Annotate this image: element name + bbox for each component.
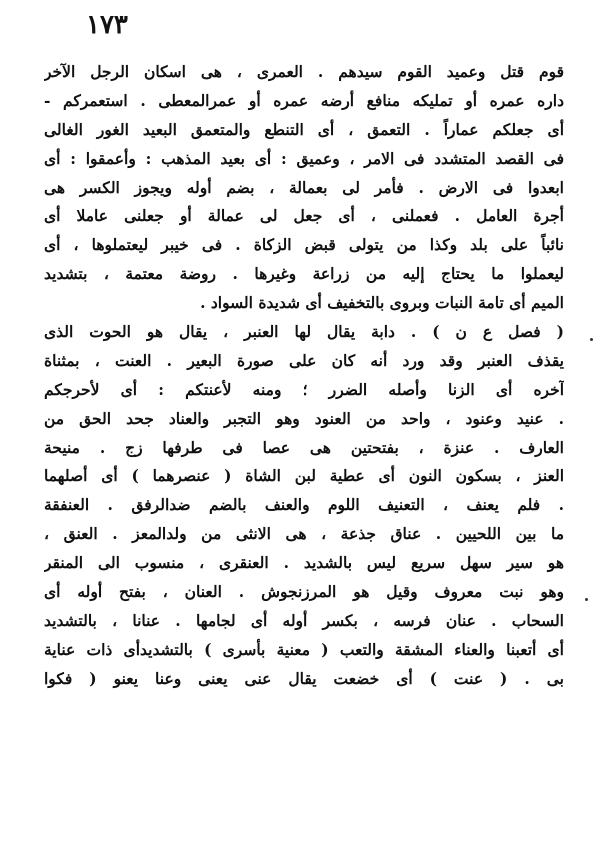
text-line: ليعملوا ما يحتاج إليه من زراعة وغيرها . روضة معتمة ، بتشديد (44, 264, 564, 284)
body-text (44, 58, 564, 694)
text-line: ( فصل ع ن ) . دابة يقال لها العنبر ، يقال هو الحوت الذى (44, 322, 564, 342)
text-line: قوم قتل وعميد القوم سيدهم . العمرى ، هى اسكان الرجل الآخر (44, 62, 564, 81)
text-line: هو سير سهل سريع ليس بالشديد . العنقرى ، منسوب الى المنقر (44, 553, 564, 573)
text-line: ابعدوا فى الارض . فأمر لى بعمالة ، بضم أوله ويجوز الكسر هى (44, 177, 564, 197)
text-line: داره عمره أو تمليكه منافع أرضه عمره أو عمرالمعطى . استعمركم - (44, 90, 564, 110)
text-line: نائباً على بلد وكذا من يتولى قبض الزكاة . فى خيبر ليعتملوها ، أى (44, 235, 564, 255)
text-line: أى أتعبنا والعناء المشقة والتعب ( معنية بأسرى ) بالتشديدأى ذات عناية (44, 639, 564, 659)
text-line: الميم أى تامة النبات وبروى بالتخفيف أى شديدة السواد . (200, 293, 564, 313)
page-number: ١٧٣ (86, 10, 128, 40)
text-line: يقذف العنبر وقد ورد أنه كان على صورة البعير . العنت ، بمثناة (44, 350, 564, 370)
margin-dot (590, 338, 593, 341)
text-line: . فلم يعنف ، التعنيف اللوم والعنف بالضم ضدالرفق . العنفقة (44, 495, 564, 515)
text-line: العنز ، بسكون النون أى عطية لبن الشاة ( عنصرهما ) أى أصلهما (44, 466, 564, 486)
margin-dot (585, 598, 588, 601)
text-line: فى القصد المتشدد فى الامر ، وعميق : أى بعيد المذهب : وأعمقوا : أى (44, 148, 564, 168)
text-line: آخره أى الزنا وأصله الضرر ؛ ومنه لأعنتكم : أى لأحرجكم (44, 379, 564, 399)
text-line: السحاب . عنان فرسه ، بكسر أوله أى لجامها . عنانا ، بالتشديد (44, 610, 564, 630)
text-line: العارف . عنزة ، بفتحتين هى عصا فى طرفها زج . منيحة (44, 437, 564, 457)
text-line: ما بين اللحيين . عناق جذعة ، هى الانثى من ولدالمعز . العنق ، (44, 524, 564, 544)
text-line: وهو نبت معروف وقيل هو المرزنجوش . العنان ، بفتح أوله أى (44, 582, 564, 602)
text-line: أى جعلكم عماراً . التعمق ، أى التنطع والمتعمق البعيد الغور الغالى (44, 119, 564, 139)
text-line: . عنيد وعنود ، واحد من العنود وهو التجبر والعناد جحد الحق من (44, 408, 564, 428)
text-line: أجرة العامل . فعملنى ، أى جعل لى عمالة أو جعلنى عاملا أى (44, 206, 564, 226)
text-line: بى . ( عنت ) أى خضعت يقال عنى يعنى وعنا يعنو ( فكوا (44, 668, 564, 688)
